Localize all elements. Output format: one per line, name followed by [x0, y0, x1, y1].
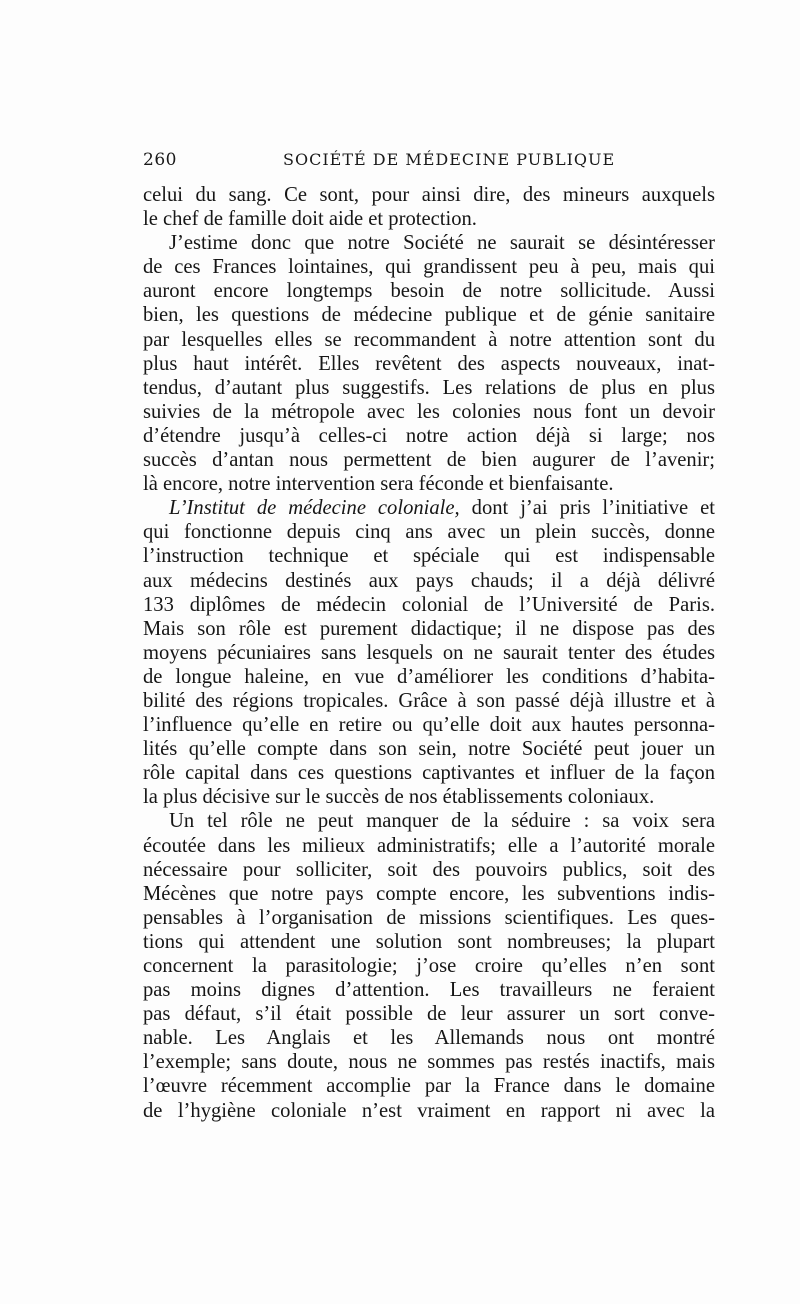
text-line: pas moins dignes d’attention. Les travailleurs ne feraient [143, 979, 715, 1002]
text-line: bilité des régions tropicales. Grâce à son passé déjà illustre et à [143, 689, 715, 712]
text-line: Mais son rôle est purement didactique; il ne dispose pas des [143, 617, 715, 640]
text-line: le chef de famille doit aide et protection. [143, 208, 477, 231]
institute-title: L’Institut de médecine coloniale, [169, 497, 460, 520]
text-line: 133 diplômes de médecin colonial de l’Université de Paris. [143, 593, 715, 616]
text-line: tendus, d’autant plus suggestifs. Les relations de plus en plus [143, 376, 715, 399]
text-line: J’estime donc que notre Société ne saurait se désintéresser [169, 232, 715, 255]
text-line: auront encore longtemps besoin de notre sollicitude. Aussi [143, 280, 715, 303]
text-line: moyens pécuniaires sans lesquels on ne saurait tenter des études [143, 641, 715, 664]
text-line: tions qui attendent une solution sont nombreuses; la plupart [143, 930, 715, 953]
text-line: par lesquelles elles se recommandent à notre attention sont du [143, 328, 715, 351]
text-line: succès d’antan nous permettent de bien augurer de l’avenir; [143, 449, 715, 472]
text-line: de ces Frances lointaines, qui grandissent peu à peu, mais qui [143, 256, 715, 279]
text-line: l’influence qu’elle en retire ou qu’elle doit aux hautes personna- [143, 714, 715, 737]
text-line-with-title [143, 496, 715, 520]
text-line: Un tel rôle ne peut manquer de la séduire : sa voix sera [169, 810, 715, 833]
text-line-rest: dont j’ai pris l’initiative et [471, 497, 715, 520]
text-line: plus haut intérêt. Elles revêtent des aspects nouveaux, inat- [143, 352, 715, 375]
text-line: bien, les questions de médecine publique et de génie sanitaire [143, 304, 715, 327]
text-line: la plus décisive sur le succès de nos établissements coloniaux. [143, 786, 655, 809]
text-line: pensables à l’organisation de missions scientifiques. Les ques- [143, 906, 715, 929]
running-head: SOCIÉTÉ DE MÉDECINE PUBLIQUE [283, 150, 616, 169]
text-line: nécessaire pour solliciter, soit des pouvoirs publics, soit des [143, 858, 715, 881]
page-number: 260 [143, 150, 177, 170]
text-line: là encore, notre intervention sera féconde et bienfaisante. [143, 473, 614, 496]
text-line: lités qu’elle compte dans son sein, notre Société peut jouer un [143, 738, 715, 761]
text-line: pas défaut, s’il était possible de leur assurer un sort conve- [143, 1003, 715, 1026]
text-line: de longue haleine, en vue d’améliorer les conditions d’habita- [143, 665, 715, 688]
text-line: nable. Les Anglais et les Allemands nous ont montré [143, 1027, 715, 1050]
text-line: qui fonctionne depuis cinq ans avec un plein succès, donne [143, 521, 715, 544]
text-line: d’étendre jusqu’à celles-ci notre action déjà si large; nos [143, 424, 715, 447]
page-header [143, 146, 715, 176]
text-line: l’exemple; sans doute, nous ne sommes pas restés inactifs, mais [143, 1051, 715, 1074]
body-text [143, 183, 715, 1123]
text-line: l’instruction technique et spéciale qui est indispensable [143, 545, 715, 568]
text-line: celui du sang. Ce sont, pour ainsi dire, des mineurs auxquels [143, 184, 715, 206]
text-line: écoutée dans les milieux administratifs; elle a l’autorité morale [143, 834, 715, 857]
text-line: aux médecins destinés aux pays chauds; il a déjà délivré [143, 569, 715, 592]
text-line: suivies de la métropole avec les colonies nous font un devoir [143, 400, 715, 423]
text-line: Mécènes que notre pays compte encore, les subventions indis- [143, 882, 715, 905]
text-line: concernent la parasitologie; j’ose croire qu’elles n’en sont [143, 955, 715, 977]
text-line: de l’hygiène coloniale n’est vraiment en rapport ni avec la [143, 1099, 715, 1122]
text-line: rôle capital dans ces questions captivantes et influer de la façon [143, 762, 715, 785]
text-line: l’œuvre récemment accomplie par la France dans le domaine [143, 1075, 715, 1098]
